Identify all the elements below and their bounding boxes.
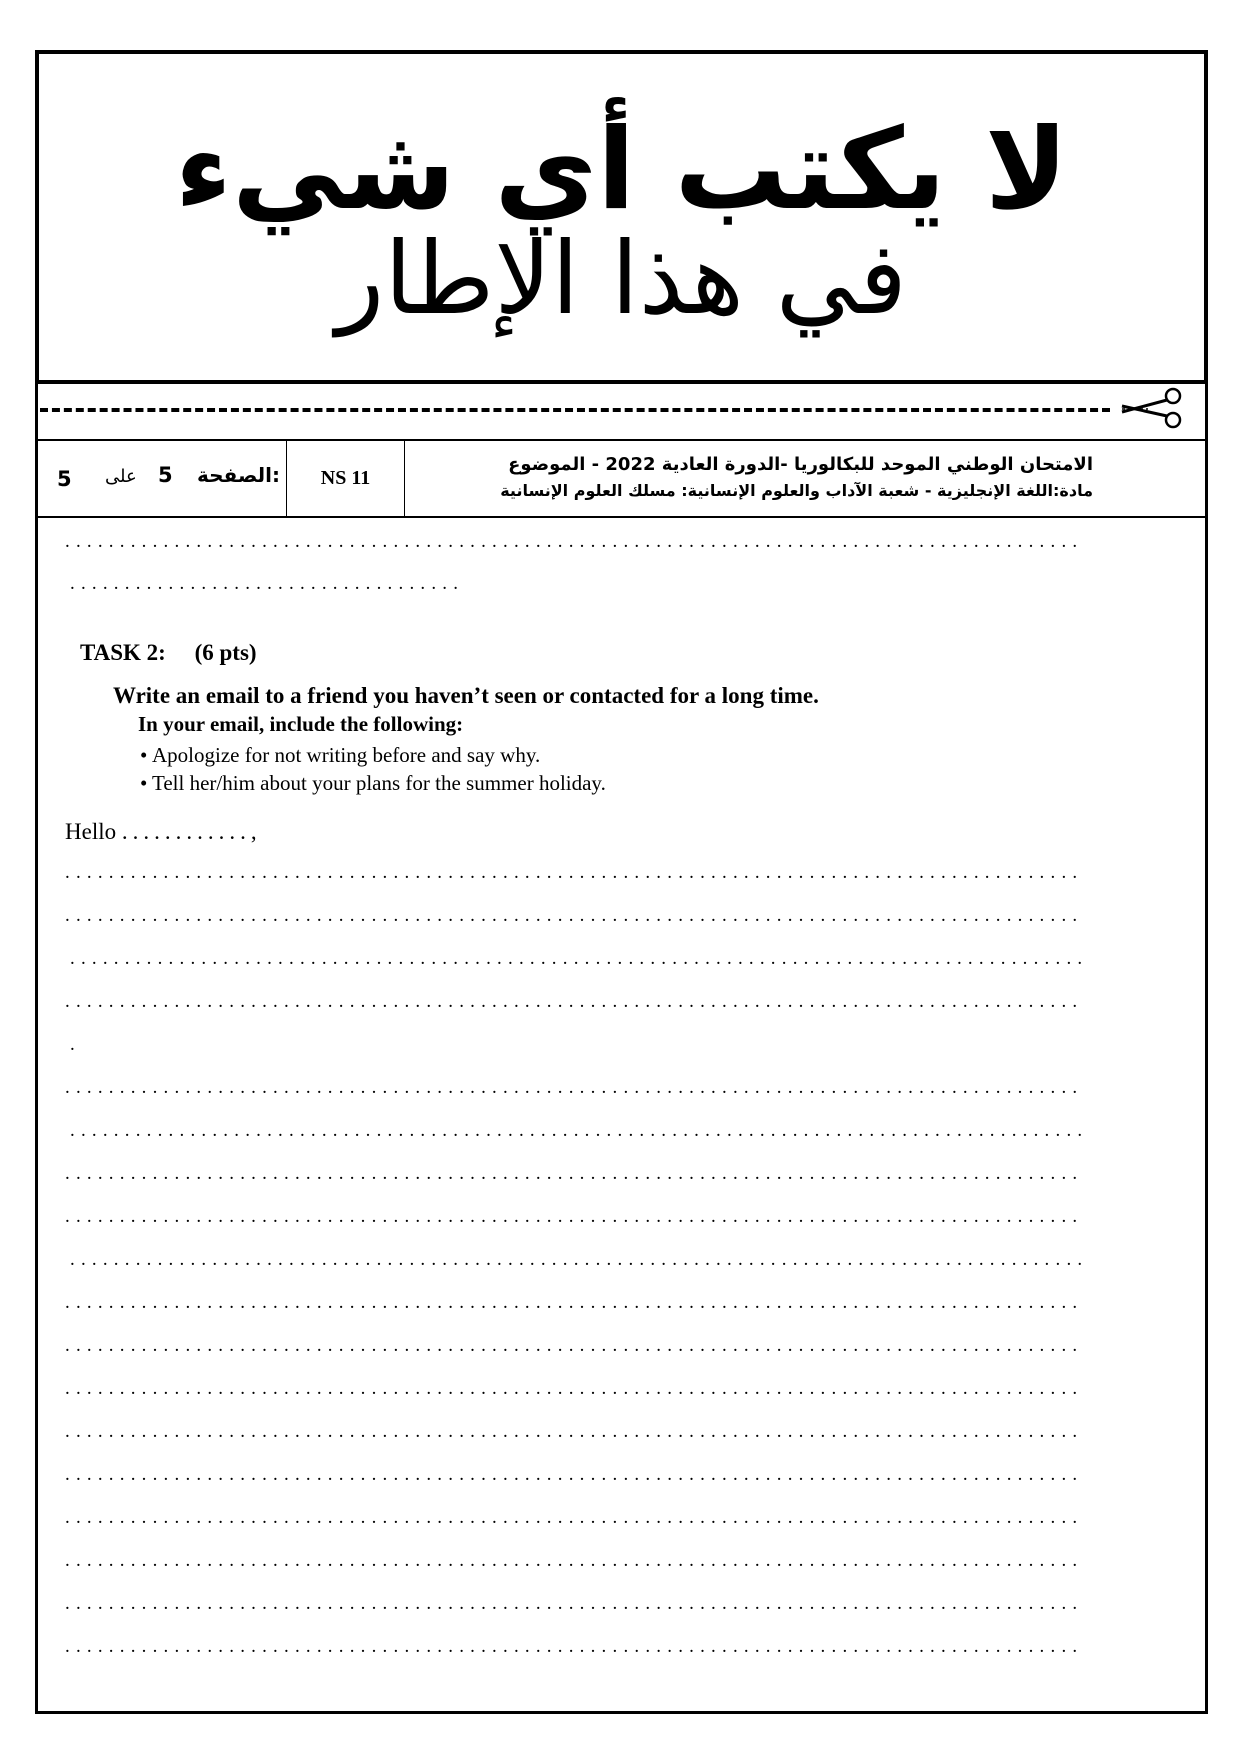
answer-line: .................................... bbox=[70, 574, 465, 593]
task-points: (6 pts) bbox=[194, 640, 257, 665]
task-sub-prompt: In your email, include the following: bbox=[138, 712, 464, 736]
greeting-word: Hello bbox=[65, 819, 117, 844]
answer-line: ............................................................................................. bbox=[65, 532, 1084, 551]
answer-line: ............................................................................................. bbox=[65, 1293, 1084, 1312]
answer-line: ............................................................................................. bbox=[65, 1422, 1084, 1441]
page-total: 5 bbox=[57, 467, 72, 491]
answer-line: ............................................................................................. bbox=[65, 1508, 1084, 1527]
task-heading bbox=[80, 640, 257, 666]
exam-title bbox=[405, 441, 1208, 516]
answer-line: ............................................................................................. bbox=[70, 1250, 1089, 1269]
greeting-fill: ............, bbox=[121, 819, 262, 844]
bullet-text: Apologize for not writing before and say why. bbox=[152, 743, 541, 767]
bullet-icon: • bbox=[140, 743, 148, 767]
answer-line: ............................................................................................. bbox=[65, 1465, 1084, 1484]
task-bullet bbox=[140, 771, 606, 796]
do-not-write-frame bbox=[35, 50, 1208, 384]
answer-line: ............................................................................................. bbox=[65, 1379, 1084, 1398]
page-of: على bbox=[105, 466, 137, 487]
answer-line: ............................................................................................. bbox=[65, 992, 1084, 1011]
exam-title-line-2: مادة:اللغة الإنجليزية - شعبة الآداب والعلوم الإنسانية: مسلك العلوم الإنسانية bbox=[500, 481, 1093, 500]
answer-line: . bbox=[70, 1035, 81, 1054]
answer-line: ............................................................................................. bbox=[65, 1207, 1084, 1226]
cut-line bbox=[40, 394, 1110, 424]
answer-line: ............................................................................................. bbox=[65, 863, 1084, 882]
exam-title-line-1: الامتحان الوطني الموحد للبكالوريا -الدورة العادية 2022 - الموضوع bbox=[508, 454, 1093, 475]
answer-line: ............................................................................................. bbox=[65, 1637, 1084, 1656]
answer-line: ............................................................................................. bbox=[65, 1078, 1084, 1097]
task-prompt: Write an email to a friend you haven’t seen or contacted for a long time. bbox=[113, 683, 819, 708]
page-label: الصفحة: bbox=[197, 463, 281, 487]
answer-line: ............................................................................................. bbox=[65, 1594, 1084, 1613]
answer-line: ............................................................................................. bbox=[65, 1164, 1084, 1183]
warning-line-2: في هذا الإطار bbox=[336, 220, 907, 337]
bullet-icon: • bbox=[140, 771, 148, 795]
exam-header bbox=[35, 439, 1208, 518]
bullet-text: Tell her/him about your plans for the summer holiday. bbox=[152, 771, 606, 795]
task-title: TASK 2: bbox=[80, 640, 166, 665]
cut-dashes bbox=[40, 408, 1110, 412]
answer-line: ............................................................................................. bbox=[65, 1336, 1084, 1355]
page-number: 5 bbox=[158, 463, 173, 487]
answer-line: ............................................................................................. bbox=[65, 1551, 1084, 1570]
scissors-icon bbox=[1118, 384, 1186, 432]
answer-line: ............................................................................................. bbox=[70, 949, 1089, 968]
task-bullet bbox=[140, 743, 540, 768]
exam-code: NS 11 bbox=[287, 441, 405, 516]
email-greeting bbox=[65, 819, 262, 845]
page-info bbox=[35, 441, 287, 516]
answer-line: ............................................................................................. bbox=[70, 1121, 1089, 1140]
answer-line: ............................................................................................. bbox=[65, 906, 1084, 925]
warning-line-1: لا يكتب أي شيء bbox=[174, 105, 1069, 235]
